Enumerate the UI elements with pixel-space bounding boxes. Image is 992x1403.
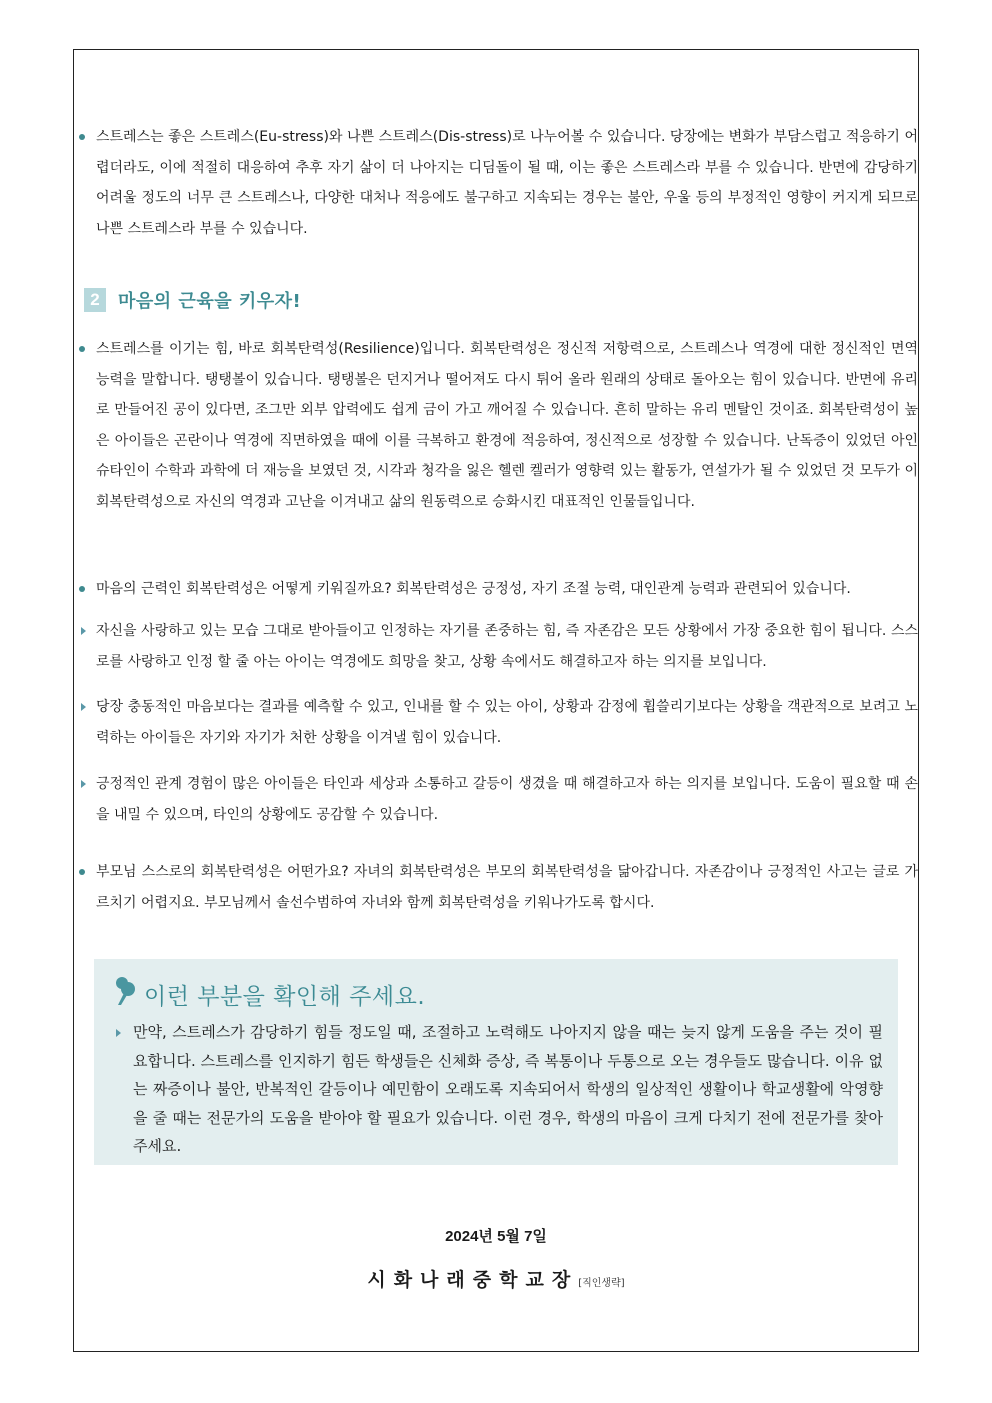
bullet-dot-icon <box>79 869 85 875</box>
notice-title: 이런 부분을 확인해 주세요. <box>144 984 426 1010</box>
triangle-bullet-icon <box>116 1029 121 1037</box>
paragraph-text: 당장 충동적인 마음보다는 결과를 예측할 수 있고, 인내를 할 수 있는 아이, 상황과 감정에 휩쓸리기보다는 상황을 객관적으로 보려고 노력하는 아이들은 자기와 자기가 처한 상황을 이겨낼 힘이 있습니다. <box>96 699 918 746</box>
seal-note: [직인생략] <box>578 1278 625 1289</box>
intro-paragraph <box>78 122 918 244</box>
triangle-bullet-icon <box>81 627 86 635</box>
notice-text: 만약, 스트레스가 감당하기 힘들 정도일 때, 조절하고 노력해도 나아지지 않을 때는 늦지 않게 도움을 주는 것이 필요합니다. 스트레스를 인지하기 힘든 학생들은 신체화 증상, 즉 복통이나 두통으로 오는 경우들도 많습니다. 이유 없는 짜증이나 불안, 반복적인 갈등이나 예민함이 오래도록 지속되어서 학생의 일상적인 생활이나 학교생활에 악영향을 줄 때는 전문가의 도움을 받아야 할 필요가 있습니다. 이런 경우, 학생의 마음이 크게 다치기 전에 전문가를 찾아주세요. <box>133 1023 883 1156</box>
triangle-bullet-icon <box>81 780 86 788</box>
pushpin-icon <box>112 975 138 1007</box>
bullet-dot-icon <box>79 586 85 592</box>
parents-paragraph <box>78 857 918 918</box>
self-control-item <box>78 692 918 753</box>
intro-text: 스트레스는 좋은 스트레스(Eu-stress)와 나쁜 스트레스(Dis-stress)로 나누어볼 수 있습니다. 당장에는 변화가 부담스럽고 적응하기 어렵더라도, 이에 적절히 대응하여 추후 자기 삶이 더 나아지는 디딤돌이 될 때, 이는 좋은 스트레스라 부를 수 있습니다. 반면에 감당하기 어려울 정도의 너무 큰 스트레스나, 다양한 대처나 적응에도 불구하고 지속되는 경우는 불안, 우울 등의 부정적인 영향이 커지게 되므로 나쁜 스트레스라 부를 수 있습니다. <box>96 129 918 237</box>
triangle-bullet-icon <box>81 703 86 711</box>
paragraph-text: 마음의 근력인 회복탄력성은 어떻게 키워질까요? 회복탄력성은 긍정성, 자기 조절 능력, 대인관계 능력과 관련되어 있습니다. <box>96 581 851 597</box>
growth-question-paragraph <box>78 574 918 605</box>
resilience-paragraph <box>78 334 918 517</box>
school-signature <box>0 1265 992 1292</box>
paragraph-text: 긍정적인 관계 경험이 많은 아이들은 타인과 세상과 소통하고 갈등이 생겼을 때 해결하고자 하는 의지를 보입니다. 도움이 필요할 때 손을 내밀 수 있으며, 타인의 상황에도 공감할 수 있습니다. <box>96 776 918 823</box>
relationship-item <box>78 769 918 830</box>
section-number: 2 <box>84 288 106 312</box>
section-title: 마음의 근육을 키우자! <box>118 291 302 312</box>
notice-paragraph <box>113 1018 883 1161</box>
bullet-dot-icon <box>79 346 85 352</box>
paragraph-text: 부모님 스스로의 회복탄력성은 어떤가요? 자녀의 회복탄력성은 부모의 회복탄력성을 닮아갑니다. 자존감이나 긍정적인 사고는 글로 가르치기 어렵지요. 부모님께서 솔선수범하여 자녀와 함께 회복탄력성을 키워나가도록 합시다. <box>96 864 918 911</box>
paragraph-text: 스트레스를 이기는 힘, 바로 회복탄력성(Resilience)입니다. 회복탄력성은 정신적 저항력으로, 스트레스나 역경에 대한 정신적인 면역능력을 말합니다. 탱탱볼이 있습니다. 탱탱볼은 던지거나 떨어져도 다시 튀어 올라 원래의 상태로 돌아오는 힘이 있습니다. 반면에 유리로 만들어진 공이 있다면, 조그만 외부 압력에도 쉽게 금이 가고 깨어질 수 있습니다. 흔히 말하는 유리 멘탈인 것이죠. 회복탄력성이 높은 아이들은 곤란이나 역경에 직면하였을 때에 이를 극복하고 환경에 적응하여, 정신적으로 성장할 수 있습니다. 난독증이 있었던 아인슈타인이 수학과 과학에 더 재능을 보였던 것, 시각과 청각을 잃은 헬렌 켈러가 영향력 있는 활동가, 연설가가 될 수 있었던 것 모두가 이 회복탄력성으로 자신의 역경과 고난을 이겨내고 삶의 원동력으로 승화시킨 대표적인 인물들입니다. <box>96 341 918 510</box>
paragraph-text: 자신을 사랑하고 있는 모습 그대로 받아들이고 인정하는 자기를 존중하는 힘, 즉 자존감은 모든 상황에서 가장 중요한 힘이 됩니다. 스스로를 사랑하고 인정 할 줄 아는 아이는 역경에도 희망을 찾고, 상황 속에서도 해결하고자 하는 의지를 보입니다. <box>96 623 918 670</box>
school-name: 시화나래중학교장 <box>367 1269 579 1291</box>
issue-date: 2024년 5월 7일 <box>445 1228 547 1245</box>
self-esteem-item <box>78 616 918 677</box>
section-heading <box>84 286 301 314</box>
bullet-dot-icon <box>79 134 85 140</box>
